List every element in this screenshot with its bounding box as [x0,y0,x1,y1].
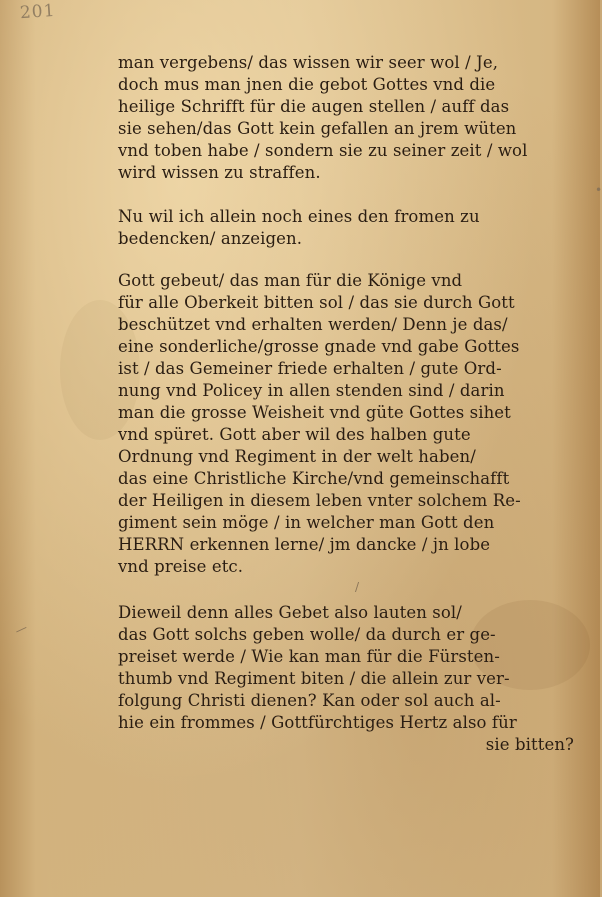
text-line: das Gott solchs geben wolle/ da durch er ge- [118,625,496,644]
text-line: eine sonderliche/grosse gnade vnd gabe Gottes [118,337,520,356]
text-line: vnd spüret. Gott aber wil des halben gute [118,425,471,444]
pencil-mark: — [12,620,30,638]
text-line: heilige Schrifft für die augen stellen / auff das [118,97,510,116]
text-line: hie ein frommes / Gottfürchtiges Hertz also für [118,713,517,732]
paragraph [118,602,588,756]
page-number: 201 [19,0,57,24]
text-line: das eine Christliche Kirche/vnd gemeinschafft [118,469,510,488]
text-line: beschützet vnd erhalten werden/ Denn je das/ [118,315,508,334]
text-line: man die grosse Weisheit vnd güte Gottes sihet [118,403,511,422]
paragraph [118,52,588,184]
text-line: vnd toben habe / sondern sie zu seiner zeit / wol [118,141,528,160]
ink-mark: / [355,580,360,594]
body-text [118,52,588,756]
margin-dot: • [595,183,602,197]
text-line: folgung Christi dienen? Kan oder sol auch al- [118,691,501,710]
text-line: für alle Oberkeit bitten sol / das sie durch Gott [118,293,515,312]
text-line: wird wissen zu straffen. [118,163,321,182]
paragraph [118,206,588,250]
text-line-last: sie bitten? [485,735,574,754]
text-line: Nu wil ich allein noch eines den fromen zu [118,207,480,226]
paragraph [118,270,588,578]
text-line: vnd preise etc. [118,557,244,576]
text-line: Gott gebeut/ das man für die Könige vnd [118,271,463,290]
text-line: man vergebens/ das wissen wir seer wol / Je, [118,53,499,72]
text-line: nung vnd Policey in allen stenden sind / darin [118,381,505,400]
text-line: giment sein möge / in welcher man Gott den [118,513,495,532]
text-line: Ordnung vnd Regiment in der welt haben/ [118,447,476,466]
text-line: Dieweil denn alles Gebet also lauten sol/ [118,603,462,622]
text-line: sie sehen/das Gott kein gefallen an jrem wüten [118,119,517,138]
text-line: thumb vnd Regiment biten / die allein zur ver- [118,669,510,688]
text-line: ist / das Gemeiner friede erhalten / gute Ord- [118,359,502,378]
text-line: der Heiligen in diesem leben vnter solchem Re- [118,491,521,510]
text-line: preiset werde / Wie kan man für die Fürsten- [118,647,500,666]
text-line: HERRN erkennen lerne/ jm dancke / jn lobe [118,535,491,554]
text-line: bedencken/ anzeigen. [118,229,303,248]
text-line: doch mus man jnen die gebot Gottes vnd die [118,75,496,94]
